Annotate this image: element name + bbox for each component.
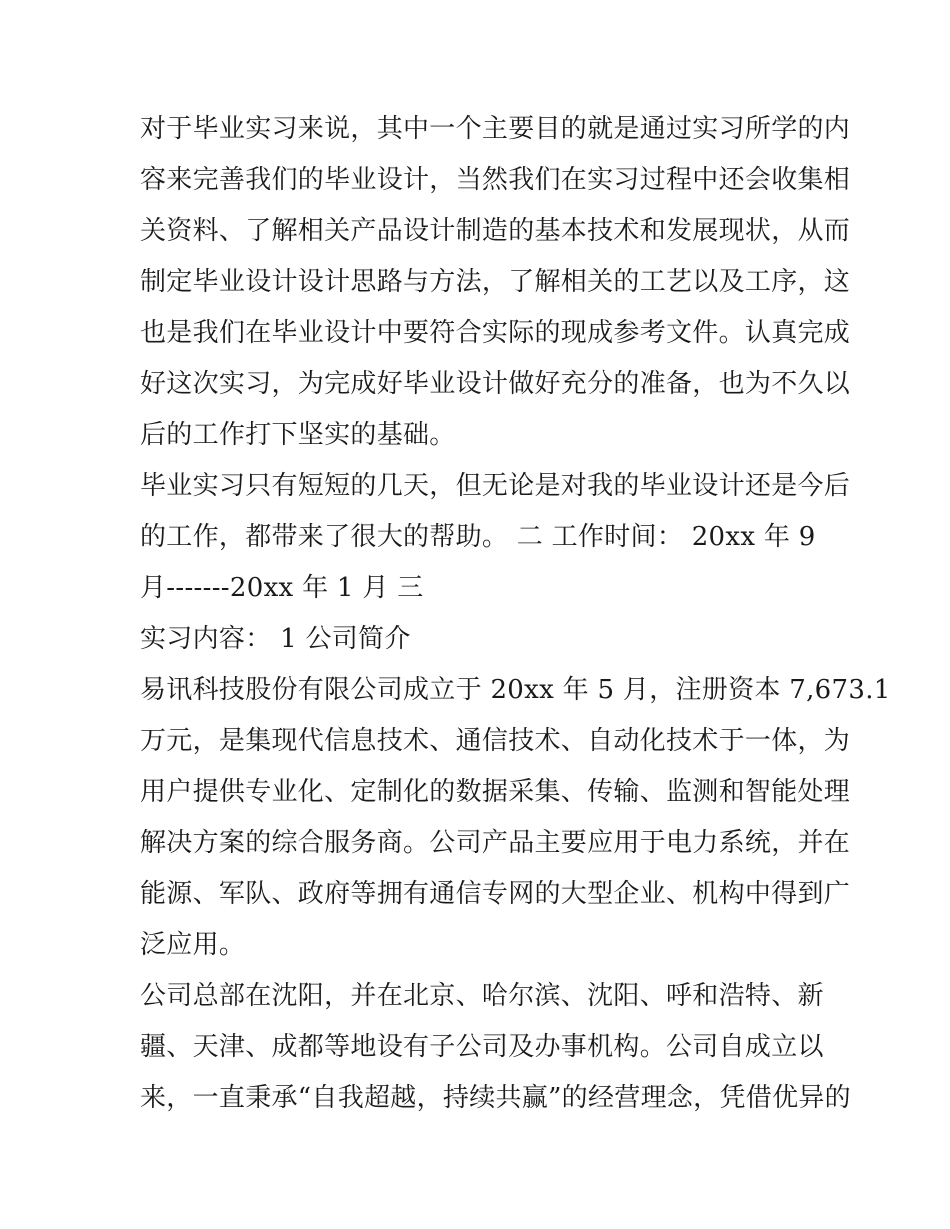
text-line: 能源、军队、政府等拥有通信专网的大型企业、机构中得到广 [140,879,851,909]
text-line: 后的工作打下坚实的基础。 [140,420,456,450]
text-line: 毕业实习只有短短的几天，但无论是对我的毕业设计还是今后 [140,471,851,501]
body-text [140,104,891,1124]
text-line: 来，一直秉承“自我超越，持续共赢”的经营理念，凭借优异的 [140,1083,851,1113]
text-line: 泛应用。 [140,930,246,960]
text-line: 的工作，都带来了很大的帮助。 二 工作时间： 20xx 年 9 [140,522,816,552]
text-line: 容来完善我们的毕业设计，当然我们在实习过程中还会收集相 [140,165,851,195]
text-line: 也是我们在毕业设计中要符合实际的现成参考文件。认真完成 [140,318,851,348]
text-line: 易讯科技股份有限公司成立于 20xx 年 5 月，注册资本 7,673.1 [140,675,891,705]
text-line: 月-------20xx 年 1 月 三 [140,573,424,603]
text-line: 制定毕业设计设计思路与方法，了解相关的工艺以及工序，这 [140,267,851,297]
text-line: 解决方案的综合服务商。公司产品主要应用于电力系统，并在 [140,828,851,858]
text-line: 好这次实习，为完成好毕业设计做好充分的准备，也为不久以 [140,369,851,399]
text-line: 万元，是集现代信息技术、通信技术、自动化技术于一体，为 [140,726,851,756]
text-line: 对于毕业实习来说，其中一个主要目的就是通过实习所学的内 [140,114,851,144]
text-line: 用户提供专业化、定制化的数据采集、传输、监测和智能处理 [140,777,851,807]
text-line: 公司总部在沈阳，并在北京、哈尔滨、沈阳、呼和浩特、新 [140,981,824,1011]
text-line: 疆、天津、成都等地设有子公司及办事机构。公司自成立以 [140,1032,824,1062]
text-line: 关资料、了解相关产品设计制造的基本技术和发展现状，从而 [140,216,851,246]
section-heading: 实习内容： 1 公司简介 [140,624,411,654]
